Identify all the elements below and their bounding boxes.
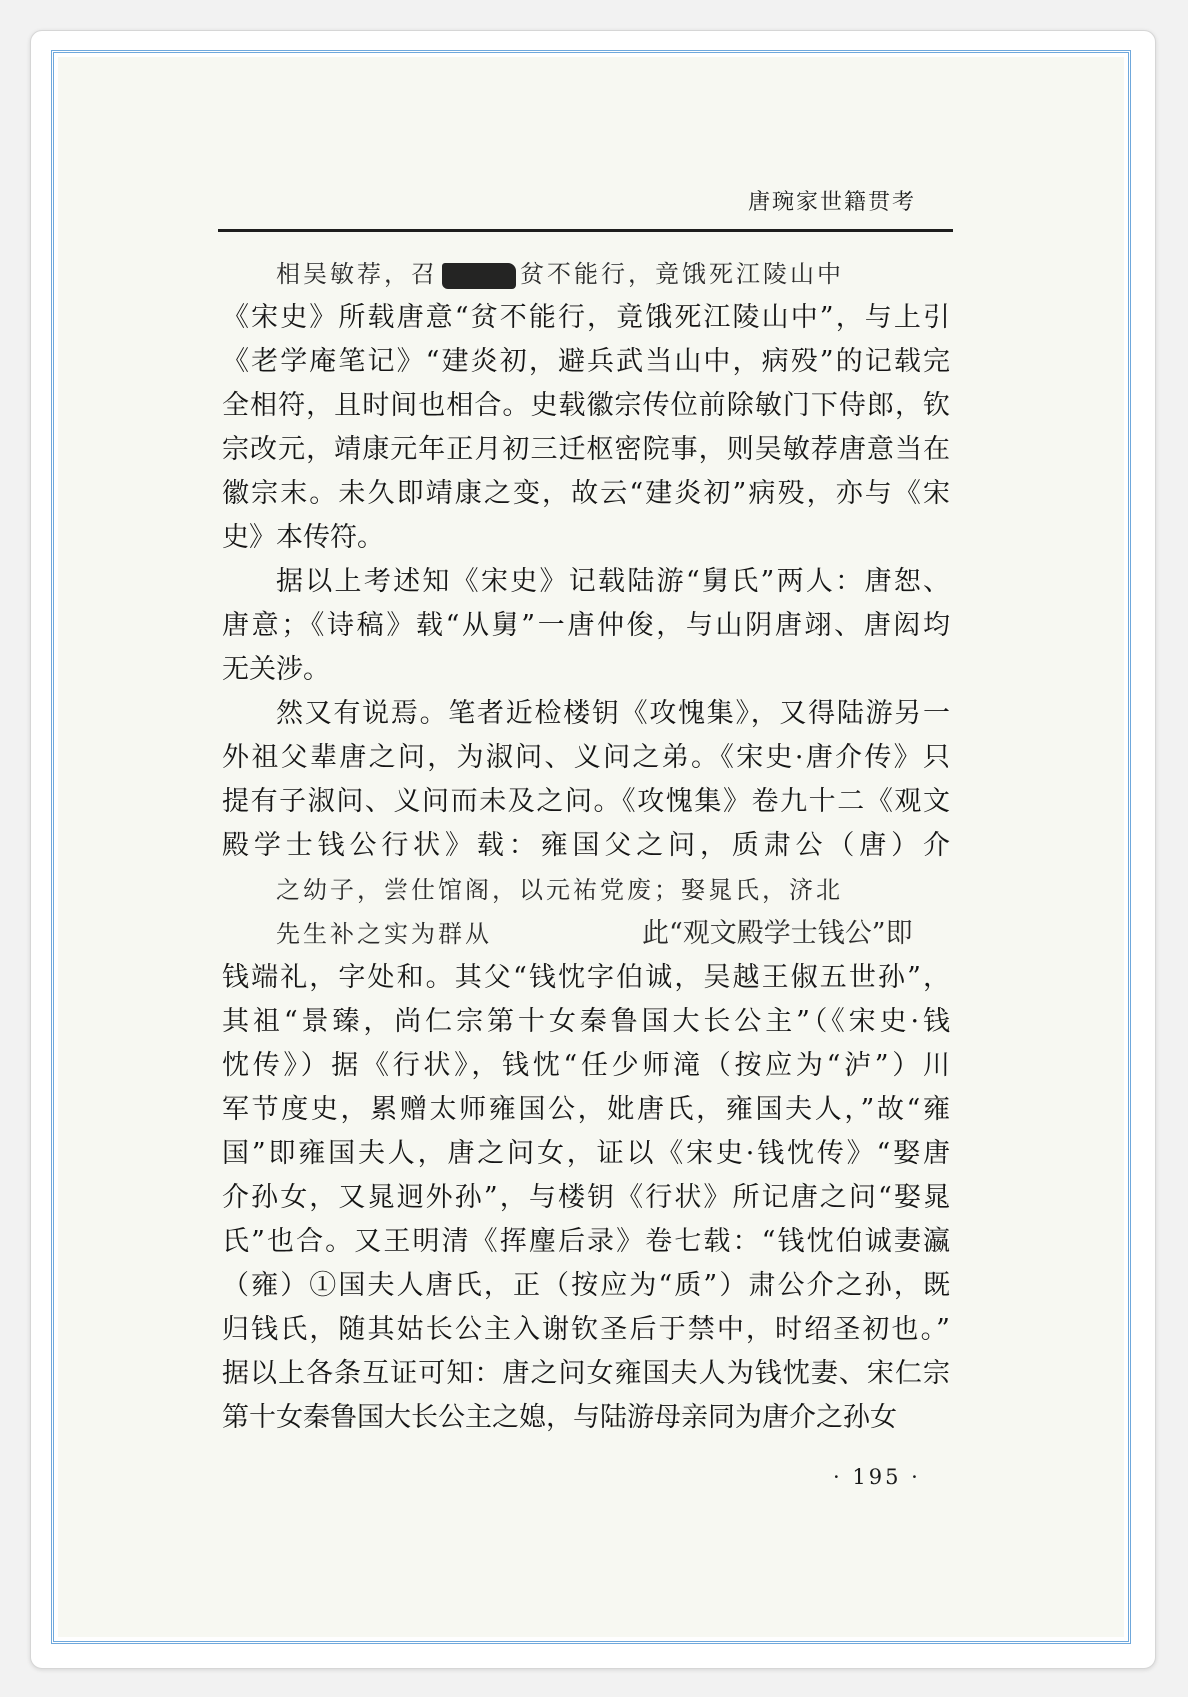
- running-header: 唐琬家世籍贯考: [748, 190, 917, 215]
- text-line-9: 唐意；《诗稿》载“从舅”一唐仲俊，与山阴唐翊、唐闳均: [222, 610, 950, 641]
- text-line-11: 然又有说焉。笔者近检楼钥《攻愧集》，又得陆游另一: [276, 698, 950, 729]
- line-1-text: 相吴敏荐，召: [276, 260, 438, 288]
- text-line-3: 《老学庵笔记》“建炎初，避兵武当山中，病殁”的记载完: [222, 346, 950, 377]
- line-1-text-after: 贫不能行，竟饿死江陵山中: [520, 260, 844, 288]
- text-line-6: 徽宗末。未久即靖康之变，故云“建炎初”病殁，亦与《宋: [222, 478, 950, 509]
- text-line-23: 氏”也合。又王明清《挥麈后录》卷七载：“钱忱伯诚妻瀛: [222, 1226, 950, 1257]
- text-line-4: 全相符，且时间也相合。史载徽宗传位前除敏门下侍郎，钦: [222, 390, 950, 421]
- text-line-15: 之幼子，尝仕馆阁，以元祐党废；娶晁氏，济北: [276, 876, 843, 904]
- text-line-27: 第十女秦鲁国大长公主之媳，与陆游母亲同为唐介之孙女: [222, 1402, 897, 1433]
- line-16-text-after: 此“观文殿学士钱公”即: [642, 918, 913, 949]
- text-line-25: 归钱氏，随其姑长公主入谢钦圣后于禁中，时绍圣初也。”: [222, 1314, 950, 1345]
- body-text: [222, 252, 950, 1440]
- text-line-16: [222, 912, 950, 956]
- text-line-26: 据以上各条互证可知：唐之问女雍国夫人为钱忱妻、宋仁宗: [222, 1358, 950, 1389]
- text-line-22: 介孙女，又晁迥外孙”，与楼钥《行状》所记唐之问“娶晁: [222, 1182, 950, 1213]
- text-line-18: 其祖“景臻，尚仁宗第十女秦鲁国大长公主”（《宋史·钱: [222, 1006, 950, 1037]
- line-16-text: 先生补之实为群从: [276, 920, 492, 948]
- text-line-19: 忱传》）据《行状》，钱忱“任少师滝（按应为“泸”）川: [222, 1050, 950, 1081]
- text-line-21: 国”即雍国夫人，唐之问女，证以《宋史·钱忱传》“娶唐: [222, 1138, 950, 1169]
- text-line-8: 据以上考述知《宋史》记载陆游“舅氏”两人：唐恕、: [276, 566, 950, 597]
- text-line-5: 宗改元，靖康元年正月初三迁枢密院事，则吴敏荐唐意当在: [222, 434, 950, 465]
- text-line-2: 《宋史》所载唐意“贫不能行，竟饿死江陵山中”，与上引: [222, 302, 950, 333]
- text-line-17: 钱端礼，字处和。其父“钱忱字伯诚，吴越王俶五世孙”，: [222, 962, 950, 993]
- text-line-12: 外祖父辈唐之问，为淑问、义问之弟。《宋史·唐介传》只: [222, 742, 950, 773]
- text-line-7: 史》本传符。: [222, 522, 384, 553]
- text-line-10: 无关涉。: [222, 654, 330, 685]
- text-line-13: 提有子淑问、义问而未及之问。《攻愧集》卷九十二《观文: [222, 786, 950, 817]
- text-line-20: 军节度史，累赠太师雍国公，妣唐氏，雍国夫人，”故“雍: [222, 1094, 950, 1125]
- text-line-24: （雍）①国夫人唐氏，正（按应为“质”）肃公介之孙，既: [222, 1270, 950, 1301]
- redaction-smudge: [442, 263, 516, 289]
- text-line-14: 殿学士钱公行状》载：雍国父之问，质肃公（唐）介: [222, 830, 950, 861]
- header-rule: [218, 229, 953, 232]
- page-number: · 195 ·: [833, 1465, 921, 1489]
- text-line-1: [222, 252, 950, 296]
